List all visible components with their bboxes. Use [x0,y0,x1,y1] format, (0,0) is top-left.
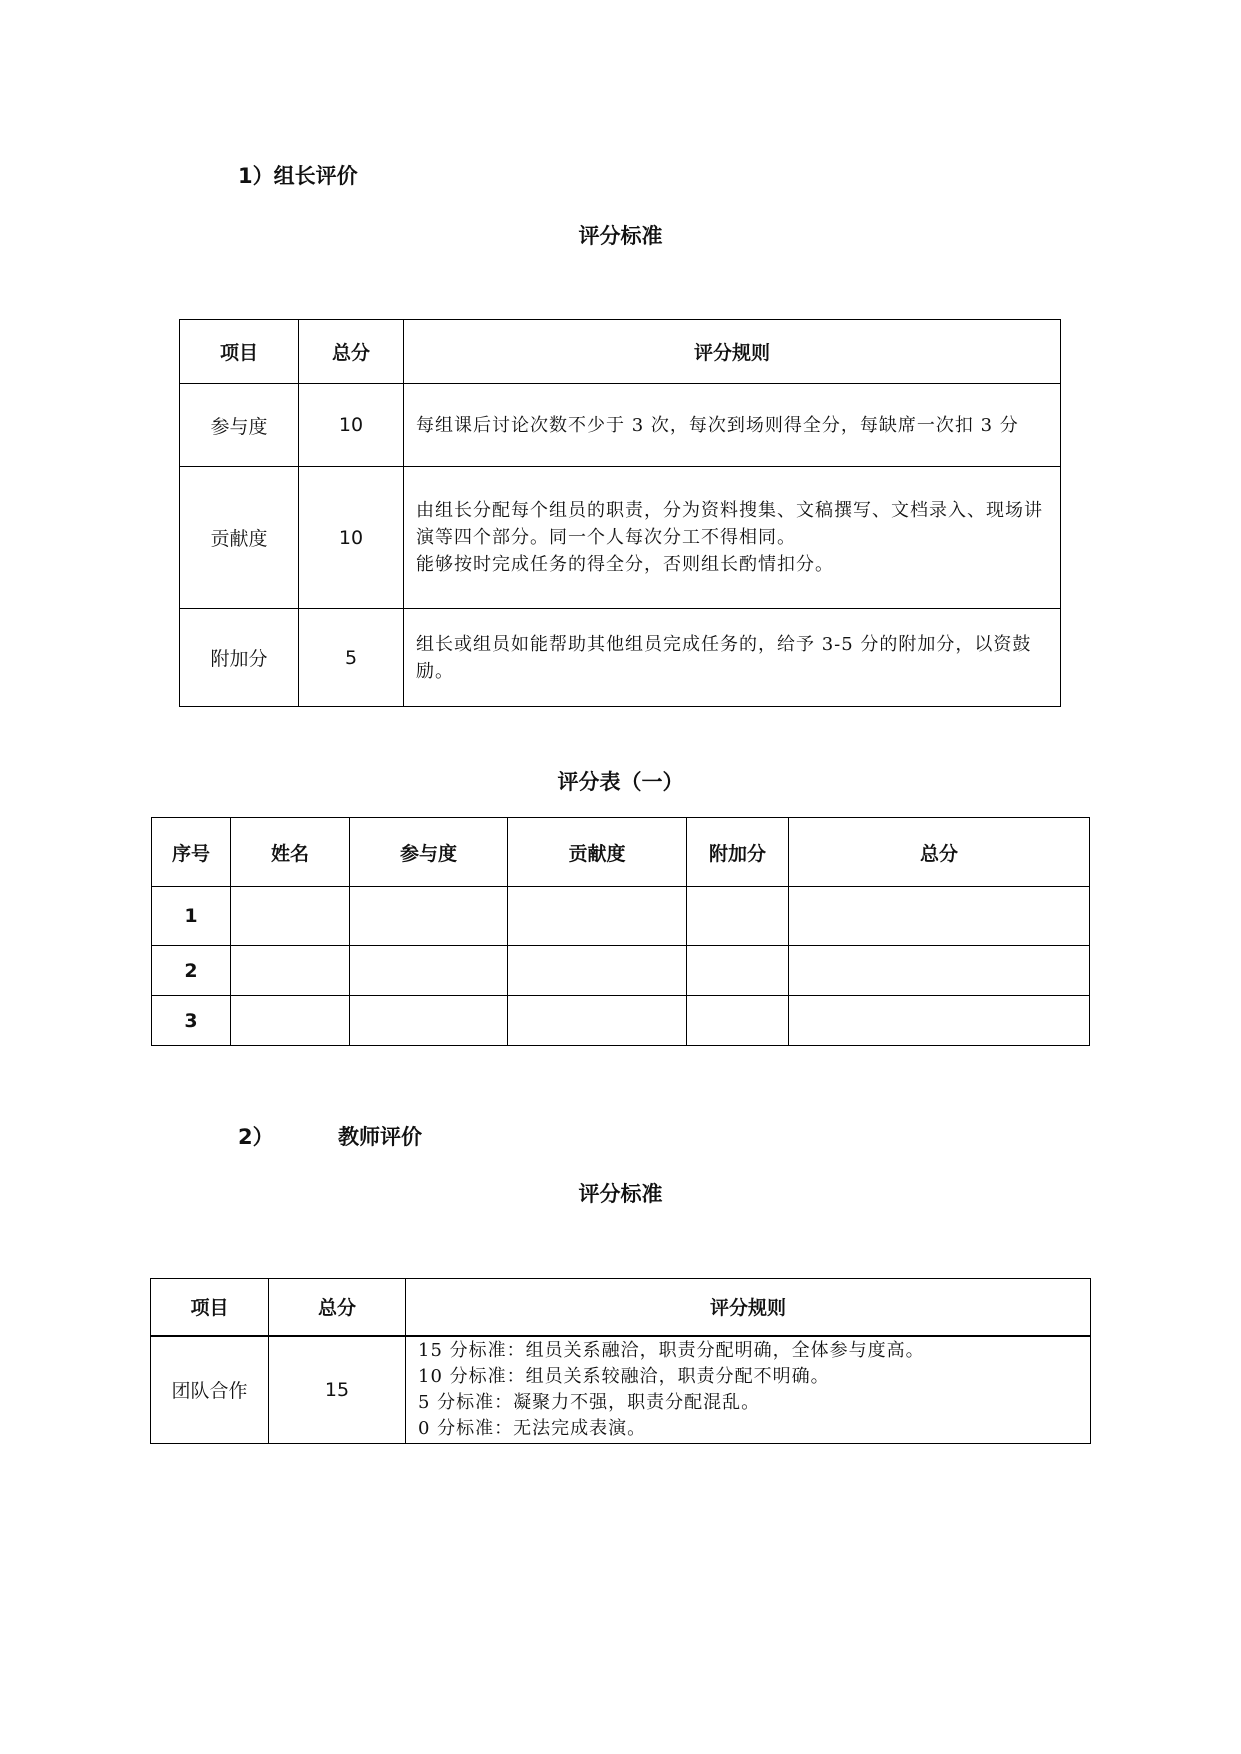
section2-criteria-table [150,1278,1091,1444]
table-row [180,384,1061,467]
section2-heading: 教师评价 [338,1125,422,1149]
rule-line: 组长或组员如能帮助其他组员完成任务的，给予 3-5 分的附加分，以资鼓励。 [416,633,1032,682]
rule-line: 由组长分配每个组员的职责，分为资料搜集、文稿撰写、文档录入、现场讲演等四个部分。同一个人每次分工不得相同。 [416,500,1043,548]
rule-line: 每组课后讨论次数不少于 3 次，每次到场则得全分，每缺席一次扣 3 分 [416,414,1019,436]
contribution-cell [508,887,687,946]
score-table [151,817,1090,1046]
section1-score-title: 评分表（一） [557,770,684,794]
table-row [151,1336,1091,1444]
header-cell: 姓名 [231,818,350,887]
header-cell: 贡献度 [508,818,687,887]
name-cell [231,996,350,1046]
table-row [180,609,1061,707]
item-cell: 团队合作 [151,1336,269,1444]
participation-cell [350,946,508,996]
header-cell: 评分规则 [406,1279,1091,1336]
header-cell: 总分 [299,320,404,384]
header-cell: 项目 [180,320,299,384]
score-cell: 10 [299,467,404,609]
rules-cell [406,1336,1091,1444]
section1-heading: 1）组长评价 [238,164,358,188]
header-cell: 总分 [269,1279,406,1336]
score-cell: 15 [269,1336,406,1444]
row-number: 1 [152,887,231,946]
rule-line: 0 分标准：无法完成表演。 [418,1417,647,1439]
section2-heading-number: 2） [238,1125,274,1149]
table-row [152,887,1090,946]
table-header-row [180,320,1061,384]
item-cell: 附加分 [180,609,299,707]
total-cell [789,946,1090,996]
section1-criteria-table [179,319,1061,707]
rule-line: 15 分标准：组员关系融洽，职责分配明确，全体参与度高。 [418,1339,925,1361]
table-row [180,467,1061,609]
table-header-row [151,1279,1091,1336]
header-cell: 评分规则 [404,320,1061,384]
table-row [152,996,1090,1046]
row-number: 2 [152,946,231,996]
contribution-cell [508,996,687,1046]
rule-line: 5 分标准：凝聚力不强，职责分配混乱。 [418,1391,761,1413]
rule-line: 10 分标准：组员关系较融洽，职责分配不明确。 [418,1365,830,1387]
section1-criteria-title: 评分标准 [578,224,663,248]
bonus-cell [687,996,789,1046]
rules-cell [404,384,1061,467]
row-number: 3 [152,996,231,1046]
rule-line: 能够按时完成任务的得全分，否则组长酌情扣分。 [416,554,834,575]
header-cell: 附加分 [687,818,789,887]
bonus-cell [687,946,789,996]
name-cell [231,946,350,996]
score-cell: 10 [299,384,404,467]
item-cell: 贡献度 [180,467,299,609]
total-cell [789,887,1090,946]
rules-cell [404,609,1061,707]
table-header-row [152,818,1090,887]
rules-cell [404,467,1061,609]
header-cell: 项目 [151,1279,269,1336]
total-cell [789,996,1090,1046]
table-row [152,946,1090,996]
name-cell [231,887,350,946]
header-cell: 参与度 [350,818,508,887]
bonus-cell [687,887,789,946]
header-cell: 总分 [789,818,1090,887]
participation-cell [350,887,508,946]
item-cell: 参与度 [180,384,299,467]
participation-cell [350,996,508,1046]
contribution-cell [508,946,687,996]
section2-criteria-title: 评分标准 [578,1182,663,1206]
score-cell: 5 [299,609,404,707]
header-cell: 序号 [152,818,231,887]
